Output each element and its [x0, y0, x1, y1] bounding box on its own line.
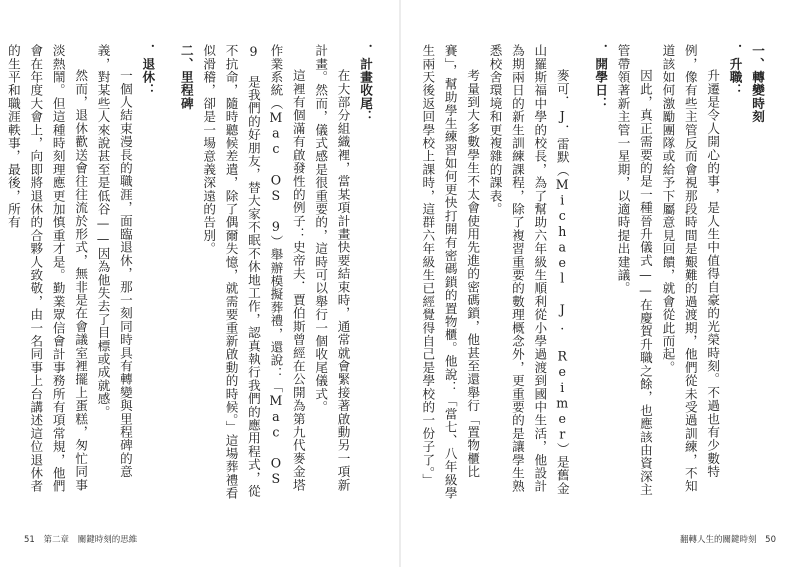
paragraph: 升遷是令人開心的事，是人生中值得自豪的光榮時刻。不過也有少數特例，像有些主管反而會視那段時間是艱難的過渡期，他們從未受過訓練，不知道該如何激勵團隊或給予下屬意見回饋，就會從此而起。	[660, 44, 721, 493]
right-page	[400, 0, 800, 567]
right-page-footer	[680, 533, 776, 545]
paragraph: 麥可．J．雷默（Michael J. Reimer）是舊金山羅斯福中學的校長，為了幫助六年級生順利從小學過渡到國中生活，他設計為期兩日的新生訓練課程，除了複習重要的數理概念外，更重要的是讓學生熟悉校舍環境和更複雜的課表。	[487, 44, 570, 496]
heading-promotion: ．升職：	[727, 44, 743, 97]
left-page-footer	[24, 533, 137, 545]
heading-retirement: ．退休：	[140, 44, 156, 97]
left-page-body	[5, 44, 376, 504]
paragraph: 一個人結束漫長的職涯，面臨退休，那一刻同時具有轉變與里程碑的意義，對某些人來說甚至是低谷——因為他失去了目標或成就感。	[95, 44, 133, 479]
right-page-body	[420, 44, 768, 504]
chapter-label: 第二章	[43, 535, 70, 545]
section-heading-milestones: 二、里程碑	[178, 44, 194, 110]
paragraph: 考量到大多數學生不太會使用先進的密碼鎖，他甚至還舉行「置物櫃比賽」，幫助學生練習如何更快打開有密碼鎖的置物櫃。他說：「當七、八年級學生兩天後返回學校上課時，這群六年級生已經覺得自己是學校的一份子了。」	[420, 44, 481, 500]
page-number: 51	[24, 535, 35, 545]
page-number: 50	[765, 535, 776, 545]
heading-project-closing: ．計畫收尾：	[358, 44, 373, 124]
heading-first-school-day: ．開學日：	[593, 44, 609, 110]
chapter-title: 關鍵時刻的思維	[77, 535, 138, 545]
section-heading-transitions: 一、轉變時刻	[750, 44, 765, 124]
paragraph: 然而，退休歡送會往往流於形式，無非是在會議室裡擺上蛋糕，匆忙同事淡熱鬧。但這種時刻理應更加慎重才是。勤業眾信會計事務所有項常規，他們會在年度大會上，向即將退休的合夥人致敬，由一名同事上台講述這位退休者的生平和職涯軼事，最後，所有	[5, 44, 89, 493]
paragraph: 這裡有個滿有啟發性的例子：史帝夫．賈伯斯曾經在公開為第九代麥金塔作業系統（Mac OS 9）舉辦模擬葬禮，還說：「Mac OS 9 是我們的好朋友，替大家不眠不休地工作，認真執行我們的應用程式，從不抗命，隨時聽候差遣，除了偶爾失憶，就需要重新啟動的時候。」這場葬禮看似滑稽，卻是一場意義深遠的告別。	[201, 44, 306, 500]
paragraph: 在大部分組織裡，當某項計畫快要結束時，通常就會緊接著啟動另一項新計畫。然而，儀式感是很重要的，這時可以舉行一個收尾儀式。	[313, 44, 351, 492]
paragraph: 因此，真正需要的是一種晉升儀式——在慶賀升職之餘，也應該由資深主管帶領著新主管一星期，以適時提出建議。	[615, 44, 653, 497]
book-title: 翻轉人生的關鍵時刻	[679, 535, 757, 545]
